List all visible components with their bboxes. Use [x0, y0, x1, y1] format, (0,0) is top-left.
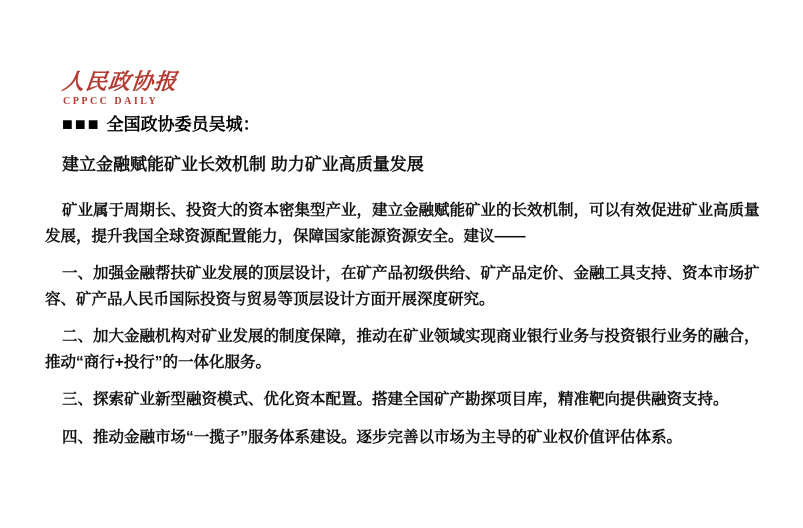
- paragraph-point-2: 二、加大金融机构对矿业发展的制度保障，推动在矿业领域实现商业银行业务与投资银行业务的融合，推动“商行+投行”的一体化服务。: [45, 328, 760, 371]
- paragraph-point-3: 三、探索矿业新型融资模式、优化资本配置。搭建全国矿产勘探项目库，精准靶向提供融资支持。: [62, 391, 729, 408]
- byline-text: 全国政协委员吴城：: [106, 115, 260, 134]
- paragraph-intro: 矿业属于周期长、投资大的资本密集型产业，建立金融赋能矿业的长效机制，可以有效促进矿业高质量发展，提升我国全球资源配置能力，保障国家能源资源安全。建议——: [45, 202, 760, 245]
- newspaper-logo: 人民政协报: [60, 69, 179, 95]
- paragraph-point-4: 四、推动金融市场“一揽子”服务体系建设。逐步完善以市场为主导的矿业权价值评估体系。: [62, 428, 683, 446]
- byline-row: [62, 114, 765, 135]
- article-headline: 建立金融赋能矿业长效机制 助力矿业高质量发展: [62, 155, 424, 174]
- article-content: [45, 70, 765, 462]
- paragraph-point-1: 一、加强金融帮扶矿业发展的顶层设计，在矿产品初级供给、矿产品定价、金融工具支持、资本市场扩容、矿产品人民币国际投资与贸易等顶层设计方面开展深度研究。: [45, 265, 760, 308]
- masthead: [45, 70, 765, 108]
- section-marker-squares-icon: ■■■: [62, 114, 101, 134]
- newspaper-logo-subtitle: CPPCC DAILY: [63, 96, 159, 107]
